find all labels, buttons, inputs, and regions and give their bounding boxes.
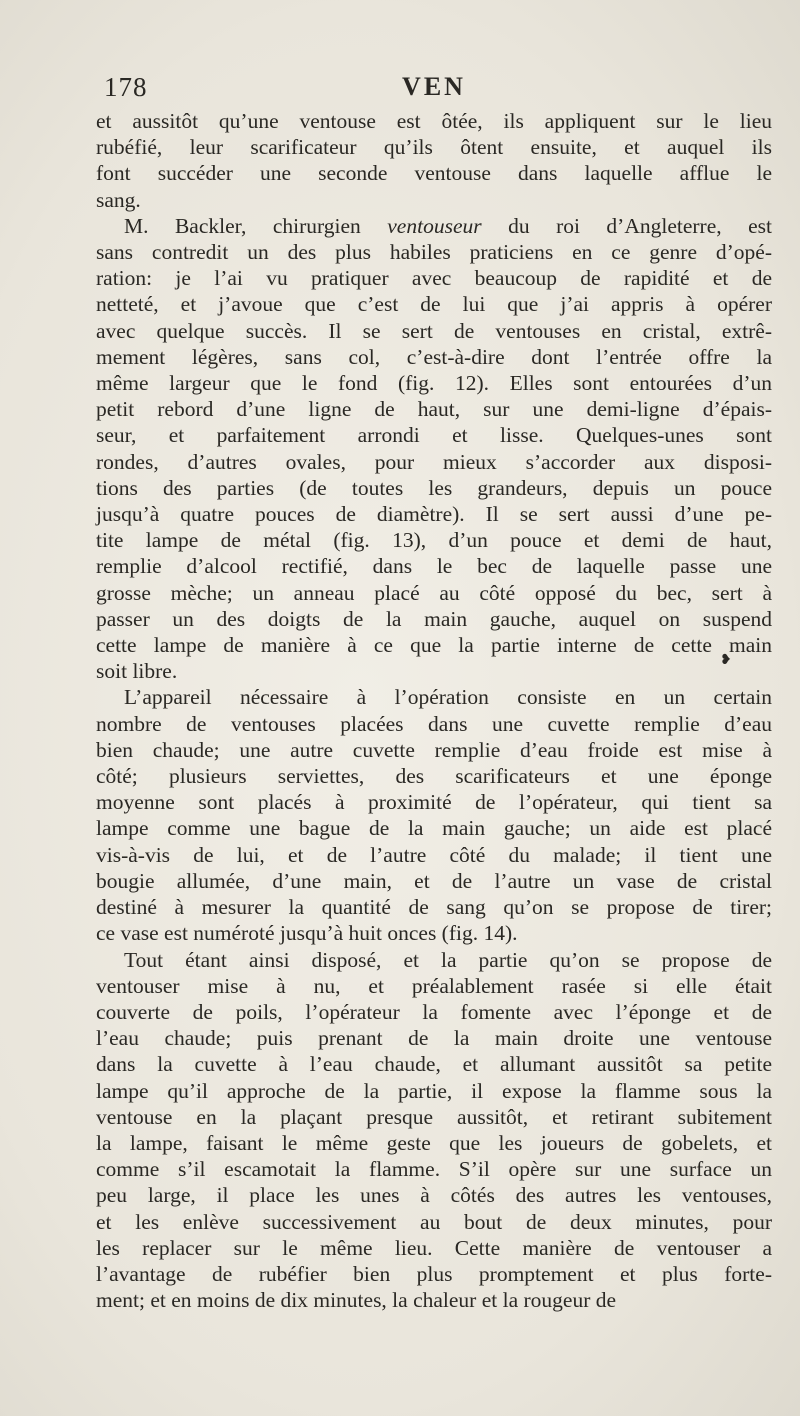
text-line: tite lampe de métal (fig. 13), d’un pouce et demi de haut, [96, 528, 772, 553]
text-line: font succéder une seconde ventouse dans laquelle afflue le [96, 161, 772, 186]
body-text [96, 108, 772, 1313]
text-line: seur, et parfaitement arrondi et lisse. Quelques-unes sont [96, 423, 772, 448]
text-line: mement légères, sans col, c’est-à-dire dont l’entrée offre la [96, 344, 772, 369]
text-line: L’appareil nécessaire à l’opération consiste en un certain [124, 685, 772, 710]
text-line: cette lampe de manière à ce que la partie interne de cette main [96, 633, 772, 658]
text-line: grosse mèche; un anneau placé au côté opposé du bec, sert à [96, 580, 772, 605]
running-head [96, 72, 772, 106]
text-line: sang. [96, 187, 141, 212]
text-line: rubéfié, leur scarificateur qu’ils ôtent ensuite, et auquel ils [96, 135, 772, 160]
text-line: nombre de ventouses placées dans une cuvette remplie d’eau [96, 711, 772, 736]
text-line: soit libre. [96, 659, 178, 684]
text-line: ration: je l’ai vu pratiquer avec beaucoup de rapidité et de [96, 266, 772, 291]
text-line: ventouser mise à nu, et préalablement rasée si elle était [96, 973, 772, 998]
text-line: la lampe, faisant le même geste que les joueurs de gobelets, et [96, 1130, 772, 1155]
text-line: tions des parties (de toutes les grandeurs, depuis un pouce [96, 475, 772, 500]
ink-blot-mark: ❥ [720, 653, 732, 668]
text-line: et les enlève successivement au bout de deux minutes, pour [96, 1209, 772, 1234]
paragraph [96, 108, 772, 213]
text-line: dans la cuvette à l’eau chaude, et allumant aussitôt sa petite [96, 1052, 772, 1077]
text-line: jusqu’à quatre pouces de diamètre). Il se sert aussi d’une pe- [96, 502, 772, 527]
text-line: couverte de poils, l’opérateur la fomente avec l’éponge et de [96, 999, 772, 1024]
text-line: les replacer sur le même lieu. Cette manière de ventouser a [96, 1235, 772, 1260]
text-line: même largeur que le fond (fig. 12). Elles sont entourées d’un [96, 371, 772, 396]
text-line: destiné à mesurer la quantité de sang qu’on se propose de tirer; [96, 895, 772, 920]
text-line: ce vase est numéroté jusqu’à huit onces (fig. 14). [96, 921, 518, 946]
text-line: bien chaude; une autre cuvette remplie d’eau froide est mise à [96, 737, 772, 762]
text-line: bougie allumée, d’une main, et de l’autre un vase de cristal [96, 868, 772, 893]
text-line: côté; plusieurs serviettes, des scarificateurs et une éponge [96, 764, 772, 789]
paragraph [96, 947, 772, 1314]
page-number: 178 [104, 72, 148, 102]
running-title: VEN [402, 72, 466, 101]
text-line: Tout étant ainsi disposé, et la partie qu’on se propose de [124, 947, 772, 972]
text-line: remplie d’alcool rectifié, dans le bec de laquelle passe une [96, 554, 772, 579]
paragraph [96, 684, 772, 946]
text-line: rondes, d’autres ovales, pour mieux s’accorder aux disposi- [96, 449, 772, 474]
text-line: netteté, et j’avoue que c’est de lui que j’ai appris à opérer [96, 292, 772, 317]
text-line: sans contredit un des plus habiles praticiens en ce genre d’opé- [96, 240, 772, 265]
text-line: petit rebord d’une ligne de haut, sur une demi-ligne d’épais- [96, 397, 772, 422]
text-line: l’avantage de rubéfier bien plus promptement et plus forte- [96, 1261, 772, 1286]
text-line: passer un des doigts de la main gauche, auquel on suspend [96, 606, 772, 631]
paragraph [96, 213, 772, 685]
text-line: ventouse en la plaçant presque aussitôt, et retirant subitement [96, 1104, 772, 1129]
text-line: ment; et en moins de dix minutes, la chaleur et la rougeur de [96, 1288, 617, 1313]
text-line: M. Backler, chirurgien ventouseur du roi d’Angleterre, est [124, 213, 772, 238]
text-line: peu large, il place les unes à côtés des autres les ventouses, [96, 1183, 772, 1208]
text-line: lampe comme une bague de la main gauche; un aide est placé [96, 816, 772, 841]
text-line: et aussitôt qu’une ventouse est ôtée, ils appliquent sur le lieu [96, 109, 772, 133]
text-line: vis-à-vis de lui, et de l’autre côté du malade; il tient une [96, 842, 772, 867]
text-line: lampe qu’il approche de la partie, il expose la flamme sous la [96, 1078, 772, 1103]
text-line: comme s’il escamotait la flamme. S’il opère sur une surface un [96, 1157, 772, 1182]
text-line: avec quelque succès. Il se sert de ventouses en cristal, extrê- [96, 318, 772, 343]
text-line: moyenne sont placés à proximité de l’opérateur, qui tient sa [96, 790, 772, 815]
text-line: l’eau chaude; puis prenant de la main droite une ventouse [96, 1026, 772, 1051]
